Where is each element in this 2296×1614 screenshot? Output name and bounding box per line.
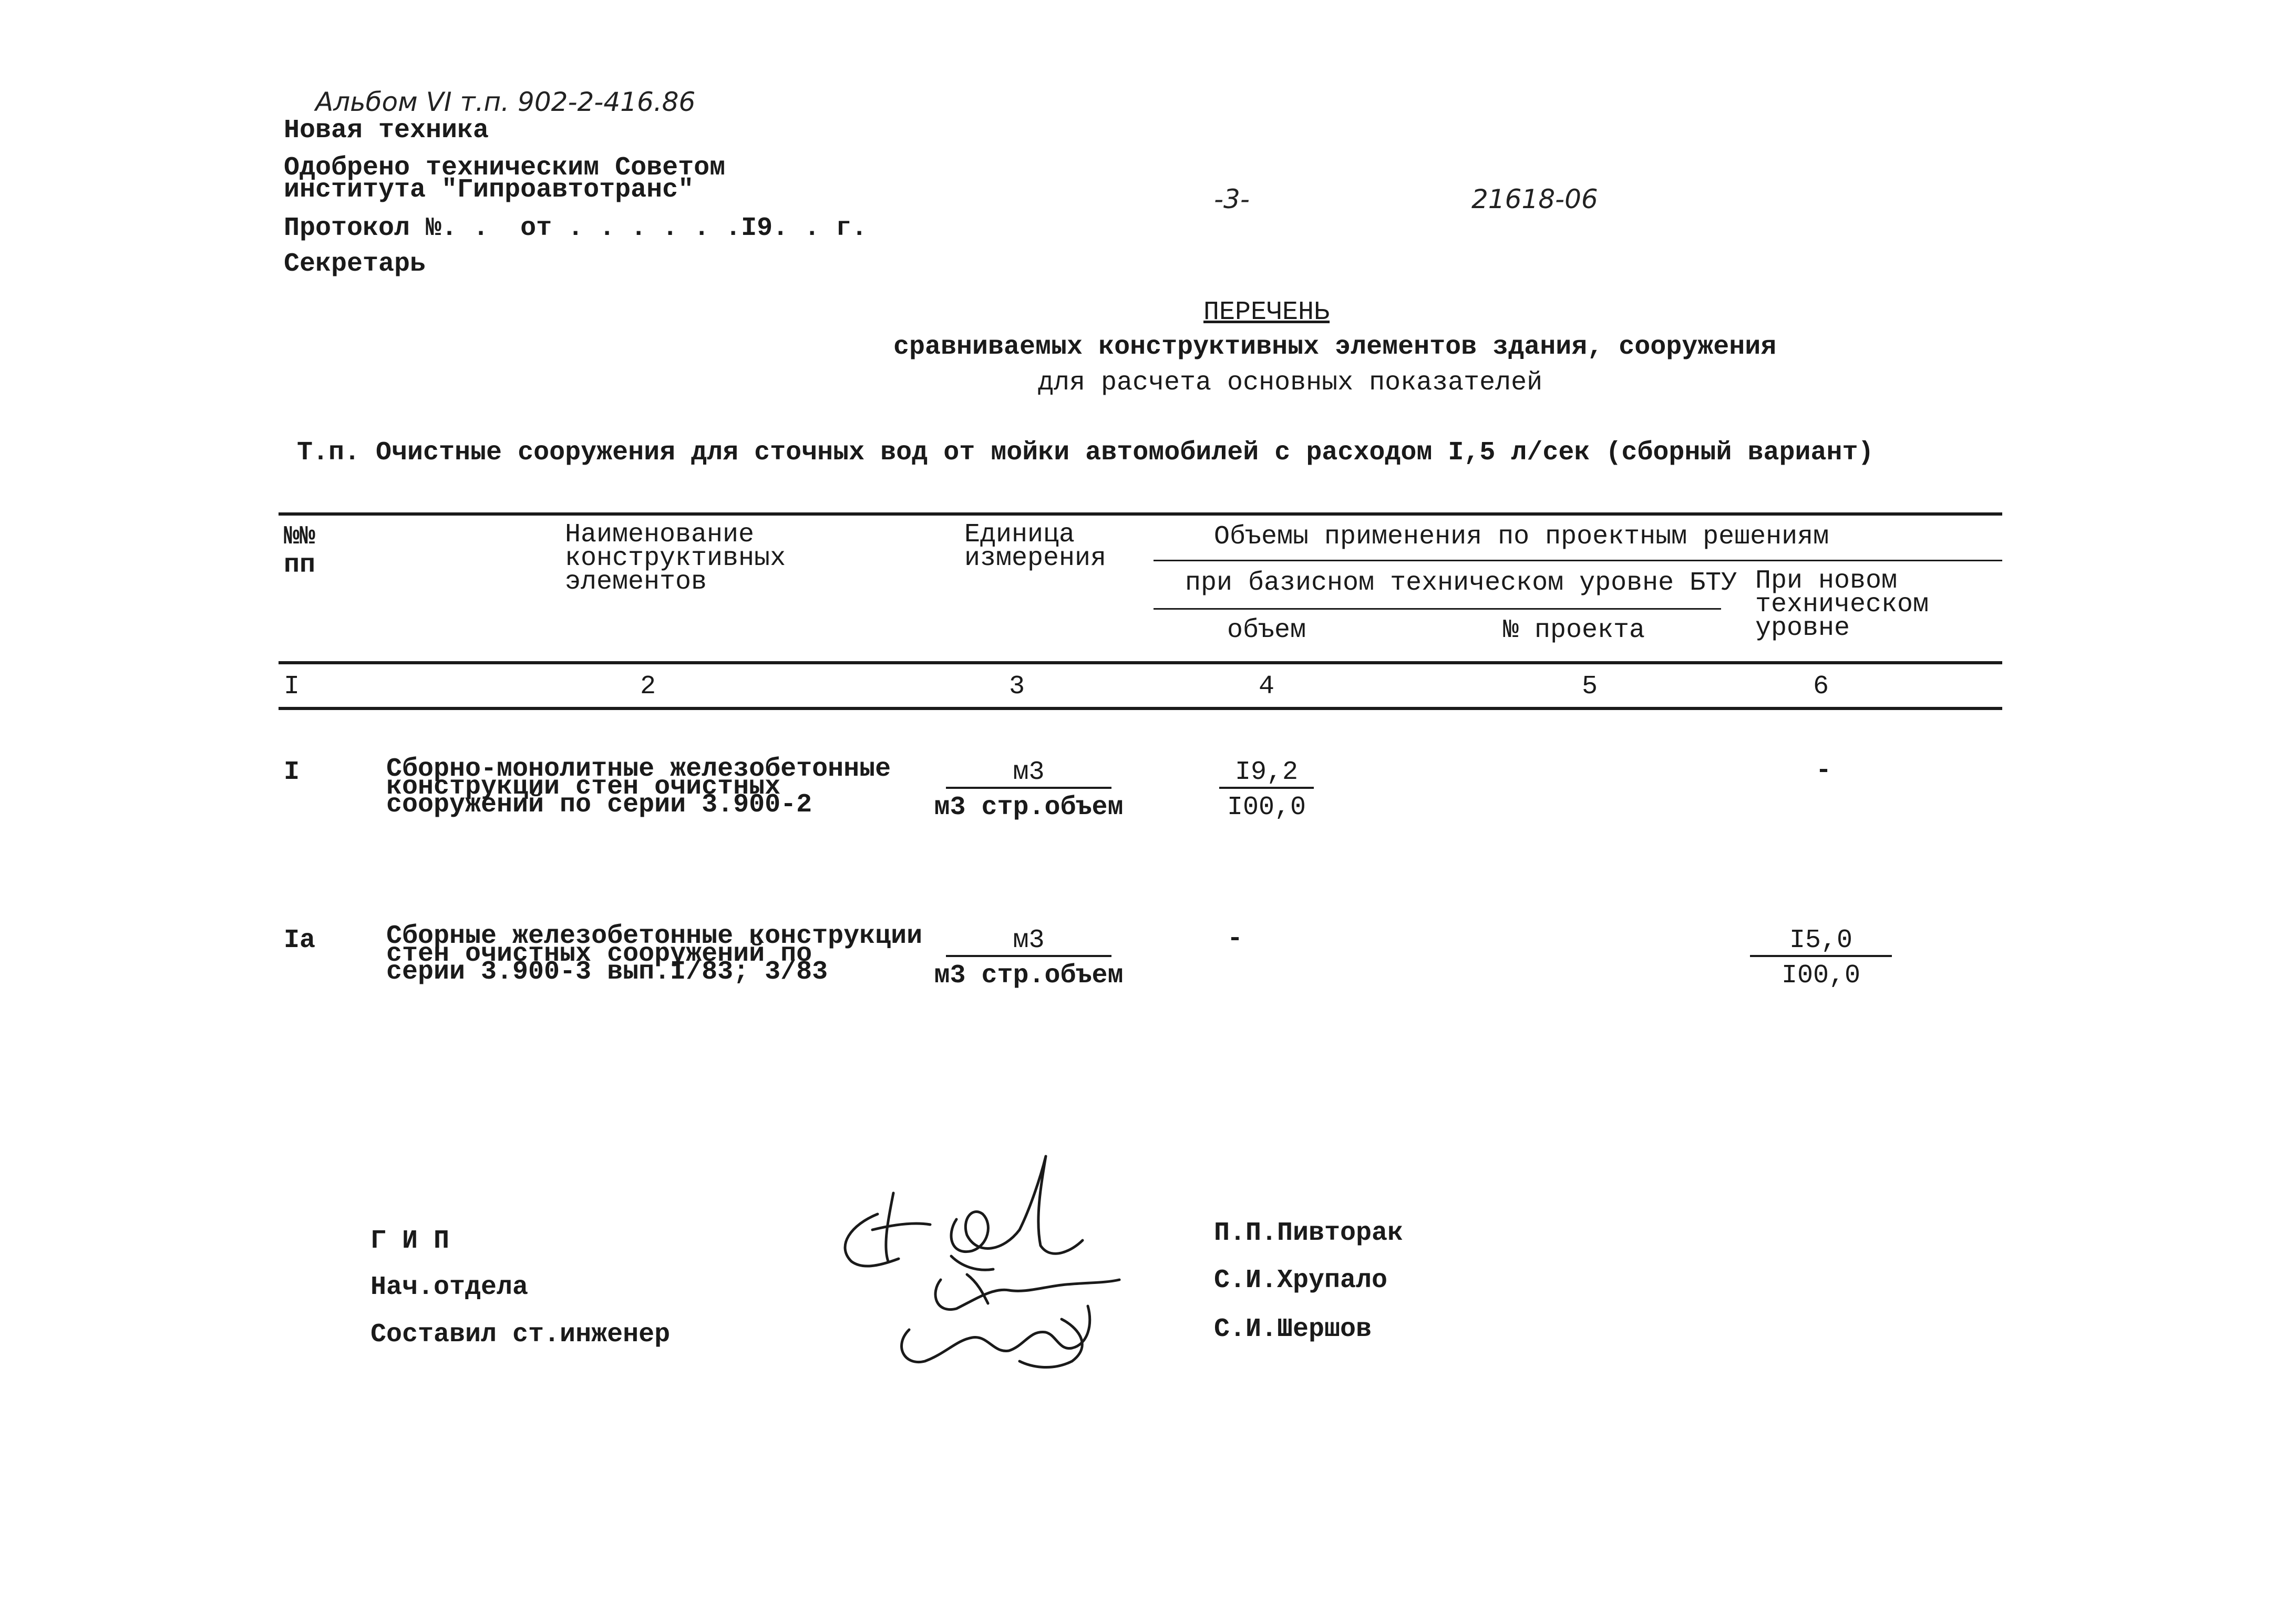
row-1-num: I	[284, 757, 300, 787]
row-2-num: Iа	[284, 926, 316, 955]
row-2-volume: -	[1227, 924, 1243, 954]
col-number-4: 4	[1259, 672, 1275, 702]
signature-3-tail	[1020, 1319, 1082, 1368]
row-2-unit-top: м3	[1013, 926, 1045, 955]
document-code: 21618-06	[1471, 184, 1598, 214]
col-number-2: 2	[640, 672, 656, 702]
signature-1-tail	[951, 1256, 993, 1270]
signature-1-flourish	[845, 1214, 899, 1266]
row-1-volume-top: I9,2	[1234, 757, 1299, 787]
row-2-new-level-bottom: I00,0	[1781, 961, 1861, 991]
approved-line-1: Одобрено техническим Советом	[284, 153, 726, 183]
signature-name-gip: П.П.Пивторак	[1214, 1218, 1404, 1248]
volumes-rule	[1154, 560, 2002, 561]
signature-1-letter	[872, 1193, 930, 1261]
header-new-level: При новом техническом уровне	[1755, 566, 1929, 643]
basic-level-rule	[1154, 608, 1721, 610]
header-name: Наименование конструктивных элементов	[565, 520, 786, 597]
handwritten-signatures-image	[820, 1146, 1156, 1377]
signature-name-head: С.И.Хрупало	[1214, 1266, 1388, 1296]
title-line-2: сравниваемых конструктивных элементов здания, сооружения	[893, 332, 1777, 362]
row-1-name: Сборно-монолитные железобетонные конструкции стен очистных сооружений по серии 3.900-2	[386, 754, 891, 820]
header-volumes: Объемы применения по проектным решениям	[1214, 522, 1829, 552]
document-title: ПЕРЕЧЕНЬ	[1203, 297, 1330, 327]
row-2-new-level-top: I5,0	[1789, 926, 1853, 955]
subject-line: Т.п. Очистные сооружения для сточных вод от мойки автомобилей с расходом I,5 л/сек (сборный вариант)	[297, 438, 1874, 468]
signature-role-engineer: Составил ст.инженер	[370, 1320, 671, 1350]
row-2-name: Сборные железобетонные конструкции стен очистных сооружений по серии 3.900-3 вып.I/83; 3/83	[386, 921, 923, 987]
header-project-no: № проекта	[1503, 615, 1645, 645]
column-numbers-rule	[279, 707, 2002, 710]
album-handwritten-note: Альбом VI т.п. 902-2-416.86	[315, 87, 696, 117]
signature-2-stroke	[935, 1280, 1119, 1310]
row-2-unit-fraction-line	[946, 955, 1111, 957]
row-2-new-level-fraction-line	[1750, 955, 1892, 957]
protocol-line: Протокол №. . от . . . . . .I9. . г.	[284, 213, 868, 243]
row-2-unit-bottom: м3 стр.объем	[934, 961, 1124, 991]
col-number-3: 3	[1009, 672, 1025, 702]
header-num: №№ пп	[284, 522, 316, 580]
header-bottom-rule	[279, 661, 2002, 664]
col-number-1: I	[284, 672, 300, 702]
page-number: -3-	[1214, 184, 1250, 214]
title-line-3: для расчета основных показателей	[1038, 368, 1543, 398]
col-number-6: 6	[1813, 672, 1829, 702]
approved-line-2: института "Гипроавтотранс"	[284, 175, 694, 205]
row-1-unit-fraction-line	[946, 787, 1111, 789]
row-1-new-level: -	[1816, 756, 1832, 786]
row-1-volume-fraction-line	[1219, 787, 1314, 789]
table-top-rule	[279, 512, 2002, 516]
header-basic-level: при базисном техническом уровне БТУ	[1185, 568, 1737, 598]
signature-role-head: Нач.отдела	[370, 1272, 529, 1302]
row-1-unit-top: м3	[1013, 757, 1045, 787]
row-1-unit-bottom: м3 стр.объем	[934, 793, 1124, 823]
secretary-label: Секретарь	[284, 249, 426, 279]
signature-1-body	[951, 1156, 1083, 1253]
signature-3-stroke	[902, 1306, 1090, 1362]
signature-name-engineer: С.И.Шершов	[1214, 1314, 1372, 1344]
signature-role-gip: Г И П	[370, 1226, 450, 1256]
new-tech-label: Новая техника	[284, 116, 489, 146]
header-unit: Единица измерения	[964, 520, 1107, 573]
col-number-5: 5	[1582, 672, 1598, 702]
header-volume: объем	[1227, 615, 1306, 645]
row-1-volume-bottom: I00,0	[1227, 793, 1306, 823]
